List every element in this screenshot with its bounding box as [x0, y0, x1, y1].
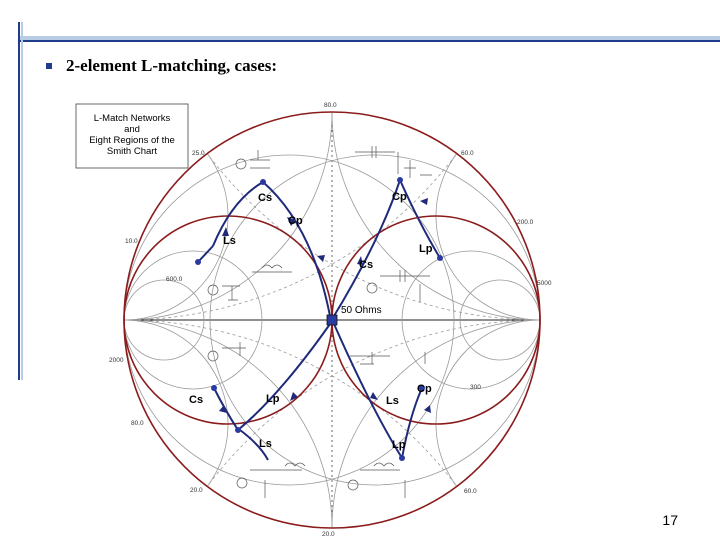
label-lp-lower-right: Lp — [392, 439, 406, 451]
bullet-text: 2-element L-matching, cases: — [66, 56, 278, 75]
scale-label-top-left: 25.0 — [192, 150, 205, 157]
label-cp-upper-right: Cp — [392, 191, 407, 203]
label-cs-lower-left: Cs — [189, 394, 204, 406]
label-lp-upper-right: Lp — [419, 243, 433, 255]
scale-label-left-lower: 2000 — [109, 357, 124, 364]
legend-box — [76, 104, 188, 168]
label-ls-lower-left: Ls — [259, 438, 272, 450]
endpoint-dots — [195, 177, 443, 461]
scale-label-left-upper: 10.0 — [125, 238, 138, 245]
legend-line-4: Smith Chart — [106, 146, 158, 157]
scale-label-bottom-right: 60.0 — [464, 488, 477, 495]
center-50-ohm-marker — [327, 315, 337, 325]
label-ls-upper-left: Ls — [223, 235, 236, 247]
label-cp-upper-center: Cp — [288, 215, 303, 227]
label-ls-lower-right: Ls — [386, 395, 399, 407]
scale-label-right-upper: 200.0 — [517, 219, 534, 226]
legend-line-3: Eight Regions of the — [89, 135, 175, 146]
legend-line-1: L-Match Networks — [93, 113, 171, 124]
scale-label-right-lower: 300 — [470, 384, 481, 391]
scale-label-top: 80.0 — [324, 102, 337, 109]
label-cp-lower-right: Cp — [417, 383, 432, 395]
legend-line-2: and — [124, 124, 140, 135]
label-cs-right: Cs — [359, 259, 374, 271]
scale-label-top-right: 60.0 — [461, 150, 474, 157]
scale-label-left-mid: 600.0 — [166, 276, 183, 283]
label-lp-lower-center: Lp — [266, 393, 280, 405]
label-cs-upper-left: Cs — [258, 192, 273, 204]
path-arrows — [219, 198, 431, 413]
scale-label-bottom: 20.0 — [322, 531, 335, 538]
center-50-ohms-label: 50 Ohms — [341, 305, 382, 316]
slide-number: 17 — [662, 512, 678, 528]
scale-label-right: 5000 — [537, 280, 552, 287]
scale-label-left-low: 80.0 — [131, 420, 144, 427]
scale-label-bottom-left: 20.0 — [190, 487, 203, 494]
